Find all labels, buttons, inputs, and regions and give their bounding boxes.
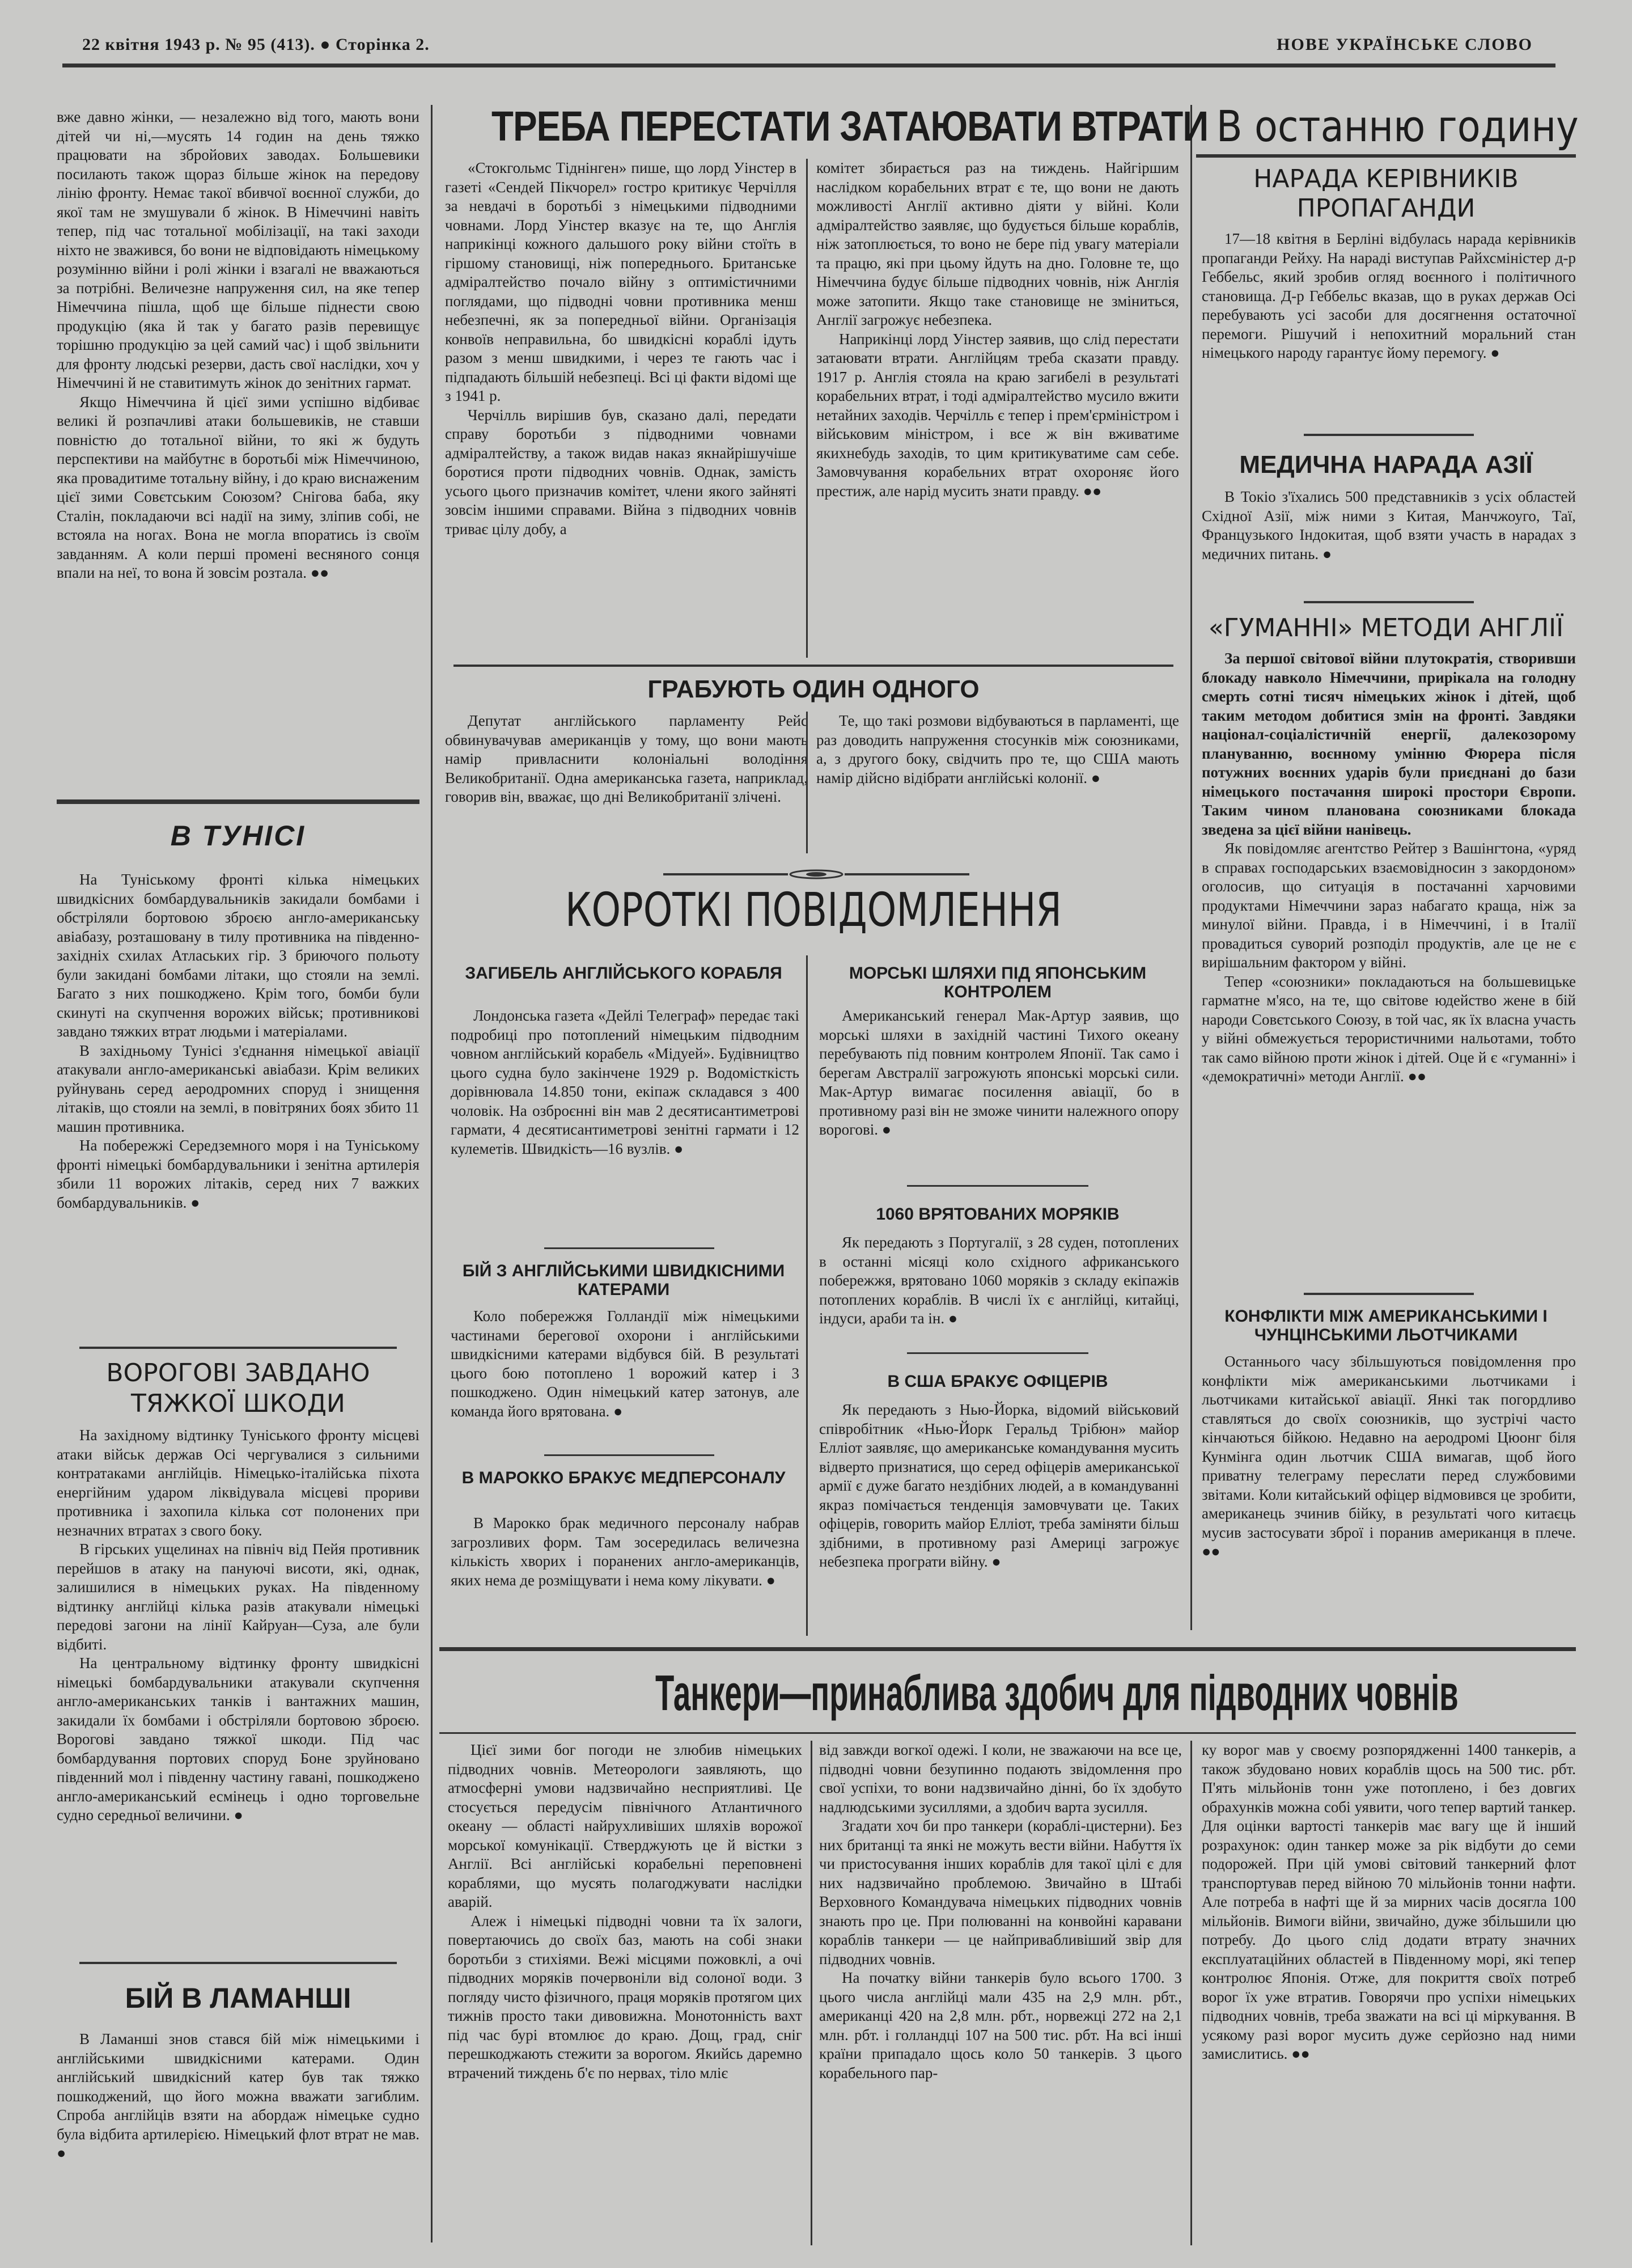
officers-title: В США БРАКУЄ ОФІЦЕРІВ xyxy=(887,1372,1108,1391)
issue-line: 22 квітня 1943 р. № 95 (413). ● Сторінка 2. xyxy=(82,35,430,54)
rob-col-rule xyxy=(806,712,808,853)
divider-propaganda xyxy=(1304,434,1474,436)
officers-article xyxy=(819,1400,1179,1572)
divider-left-2 xyxy=(79,1347,397,1349)
article-women xyxy=(57,108,419,583)
tankers-c2p1: від завжди вогкої одежі. І коли, не зважаючи на все це, підводні човни безупинно подають звідомлення про свої успіхи, то вони надзвичайно дінні, бо їх здобуто надлюдськими зусиллями, а здобич варта зусилля. xyxy=(819,1741,1182,1816)
tankers-rule-bottom xyxy=(439,1732,1576,1734)
sea-article xyxy=(819,1006,1179,1140)
last-hour-rule xyxy=(1196,154,1576,158)
tankers-col-3 xyxy=(1202,1741,1576,2064)
morocco-title: В МАРОККО БРАКУЄ МЕДПЕРСОНАЛУ xyxy=(461,1469,786,1487)
divider-asia xyxy=(1304,601,1474,603)
tankers-col-1 xyxy=(448,1741,802,2083)
article-lamanche xyxy=(57,2030,419,2163)
tankers-rule-1 xyxy=(811,1741,812,2245)
humane-p3: Тепер «союзники» покладаються на большевицьке гарматне м'ясо, на те, що світове юдейство жене в бій народи Совєтського Союзу, в той час, як їх власна участь у війні обмежується терористичними нальотами, тобто так само війною проти жінок і дітей. Оце й є «гуманні» і «демократичні» методи Англії. ●● xyxy=(1202,972,1576,1085)
divider-humane xyxy=(1304,1293,1474,1295)
divider-ship xyxy=(544,1247,714,1249)
boats-text: Коло побережжя Голландії між німецькими частинами берегової охорони і англійськими швидкісними катерами відбувся бій. В результаті цього бою потоплено 1 ворожий катер і 3 пошкоджено. Один німецький катер затонув, але команда його врятована. ● xyxy=(451,1308,799,1420)
asia-text: В Токіо з'їхались 500 представників з усіх областей Східної Азії, між ними з Китая, Манчжоуго, Таї, Французького Індокитая, щоб взяти участь в нарадах з медичних питань. ● xyxy=(1202,488,1576,562)
tankers-rule-top xyxy=(439,1647,1576,1651)
tankers-c2p2: Згадати хоч би про танкери (кораблі-цистерни). Без них британці та янкі не можуть вести війни. Набуття їх чи пристосування інших кораблів для такої цілі є для них надзвичайно проблемою. Звичайно в Штабі Верховного Командувача німецьких підводних човнів знають про це. При полюванні на конвойні каравани кораблів танкери — це найпривабливіший звір для підводних човнів. xyxy=(819,1817,1182,1967)
article-tunis-p2: В західньому Тунісі з'єднання німецької авіації атакували англо-американські авіабази. Крім великих руйнувань серед аеродромних споруд і знищення літаків, що стояли на землі, в повітряних боях збито 11 машин противника. xyxy=(57,1042,419,1135)
divider-sea xyxy=(907,1185,1088,1187)
divider-left-3 xyxy=(79,1962,397,1964)
tankers-c1p1: Цієї зими бог погоди не злюбив німецьких підводних човнів. Метеорологи заявляють, що атмосферні умови надзвичайно несприятливі. Це стосується передусім північного Атлантичного океану — області найрухливіших шляхів ворожої морської комунікації. Стверджують це й вістки з Англії. Всі англійські корабельні переповнені кораблями, що мусять полагоджувати наслідки аварій. xyxy=(448,1741,802,1910)
article-tunis-p3: На побережжі Середземного моря і на Туніському фронті німецькі бомбардувальники і зенітна артилерія збили 11 ворожих літаків, серед них 7 важких бомбардувальників. ● xyxy=(57,1137,419,1211)
propaganda-text: 17—18 квітня в Берліні відбулась нарада керівників пропаганди Рейху. На нараді виступав Райхсміністер д-р Геббельс, який зробив огляд воєнного і політичного становища. Д-р Геббельс вказав, що в руках держав Осі перебувають усі засоби для досягнення остаточної перемоги. Рішучий і непохитний моральний стан німецького народу гарантує йому перемогу. ● xyxy=(1202,230,1576,361)
tankers-c2p3: На початку війни танкерів було всього 1700. З цього числа англійці мали 435 на 2,9 млн. рбт., американці 420 на 2,8 млн. рбт., норвежці 272 на 2,1 млн. рбт. і голландці 107 на 500 тис. рбт. На всі інші країни припадало щось коло 50 танкерів. З цього корабельного пар- xyxy=(819,1969,1182,2081)
tunis-title: В ТУНІСІ xyxy=(170,820,306,852)
humane-title: «ГУМАННІ» МЕТОДИ АНГЛІЇ xyxy=(1208,613,1564,642)
boats-article xyxy=(451,1307,799,1421)
last-hour-title: В останню годину xyxy=(1216,101,1579,151)
asia-article xyxy=(1202,488,1576,564)
losses-title: ТРЕБА ПЕРЕСТАТИ ЗАТАЮВАТИ ВТРАТИ xyxy=(491,103,1209,150)
sailors-article xyxy=(819,1233,1179,1328)
header-rule xyxy=(62,64,1555,67)
divider-center-1 xyxy=(453,665,1173,667)
enemy-title: ВОРОГОВІ ЗАВДАНО ТЯЖКОЇ ШКОДИ xyxy=(106,1359,370,1418)
sailors-title: 1060 ВРЯТОВАНИХ МОРЯКІВ xyxy=(876,1205,1120,1224)
pilots-title: КОНФЛІКТИ МІЖ АМЕРИКАНСЬКИМИ І ЧУНЦІНСЬКИМИ ЛЬОТЧИКАМИ xyxy=(1224,1307,1548,1344)
losses-c1p2: Черчілль вирішив був, сказано далі, передати справу боротьби з підводними човнами адміралтейству, а також видав наказ якнайрішучіше боротися проти підводних човнів. Однак, замість усього цього призначив комітет, члени якого зайняті зовсім іншими справами. Війна з підводних човнів триває цілу добу, а xyxy=(445,406,796,538)
article-tunis xyxy=(57,870,419,1212)
propaganda-article xyxy=(1202,230,1576,363)
ship-title: ЗАГИБЕЛЬ АНГЛІЙСЬКОГО КОРАБЛЯ xyxy=(465,964,782,983)
morocco-article xyxy=(451,1514,799,1590)
article-enemy-p1: На західному відтинку Туніського фронту місцеві атаки військ держав Осі чергувалися з сильними контратаками англійців. Німецько-італійська піхота енергійним ударом ліквідувала місцеві прориви противника і захопила кілька сот полонених при незначних втратах з свого боку. xyxy=(57,1427,419,1539)
morocco-text: В Марокко брак медичного персоналу набрав загрозливих форм. Там зосередилась величезна кількість хворих і поранених англо-американців, яких нема де розміщувати і нема кому лікувати. ● xyxy=(451,1514,799,1589)
tankers-rule-2 xyxy=(1190,1741,1192,2245)
rob-col-2 xyxy=(816,712,1179,788)
rob-c1: Депутат англійського парламенту Рейс обвинувачував американців у тому, що вони мають намір привласнити колоніальні володіння Великобританії. Одна американська газета, наприклад, говорив він, вважає, що дні Великобританії злічені. xyxy=(445,712,808,805)
article-enemy xyxy=(57,1426,419,1825)
divider-left-1 xyxy=(57,799,419,804)
sea-title: МОРСЬКІ ШЛЯХИ ПІД ЯПОНСЬКИМ КОНТРОЛЕМ xyxy=(849,964,1147,1001)
pilots-article xyxy=(1202,1352,1576,1562)
article-women-p2: Якщо Німеччина й цієї зими успішно відбиває великі й розпачливі атаки большевиків, не ставши повністю до тотальної війни, то які ж будуть перспективи на майбутнє в боротьбі між Німеччиною, яка провадитиме тотальну війну, і до краю виснаженим цієї зими Совєтським Союзом? Снігова баба, яку Сталін, покладаючи всі надії на зиму, зліпив собі, не встояла на ногах. Вона не могла впоратись із своїм завданням. А коли перші промені весняного сонця впали на неї, то вона й зовсім розтала. ●● xyxy=(57,393,419,581)
humane-p1: За першої світової війни плутократія, створивши блокаду навколо Німеччини, прирікала на голодну смерть сотні тисяч німецьких жінок і дітей, щоб таким методом добитися змін на фронті. Завдяки націонал-соціалістичній енергії, далекозорому плануванню, воєнному умінню Фюрера після потужних воєнних ударів були приєднані до бази німецького постачання широкі простори Європи. Таким чином планована союзниками блокада зведена за цієї війни нанівець. xyxy=(1202,650,1576,838)
lamanche-title: БІЙ В ЛАМАНШІ xyxy=(125,1982,351,2014)
divider-boats xyxy=(544,1454,714,1456)
sailors-text: Як передають з Португалії, з 28 суден, потоплених в останні місяці коло східного африканського побережжя, врятовано 1060 моряків з складу екіпажів потоплених кораблів. В числі їх є англійці, китайці, індуси, араби та ін. ● xyxy=(819,1234,1179,1327)
column-rule-left xyxy=(431,105,433,2242)
asia-title: МЕДИЧНА НАРАДА АЗІЇ xyxy=(1239,451,1533,479)
boats-title: БІЙ З АНГЛІЙСЬКИМИ ШВИДКІСНИМИ КАТЕРАМИ xyxy=(462,1262,785,1299)
rob-c2: Те, що такі розмови відбуваються в парламенті, ще раз доводить напруження стосунків між союзниками, а, з другого боку, свідчить про те, що США мають намір дійсно відібрати англійські колонії. ● xyxy=(816,712,1179,786)
article-enemy-p2: В гірських ущелинах на північ від Пейя противник перейшов в атаку на пануючі висоти, які, однак, залишилися в німецьких руках. На південному відтинку англійці кілька разів атакували німецькі передові загони на лінії Кайруан—Суза, але були відбиті. xyxy=(57,1541,419,1653)
column-rule-right xyxy=(1190,105,1192,1630)
article-enemy-p3: На центральному відтинку фронту швидкісні німецькі бомбардувальники атакували скупчення англо-американських танків і вантажних машин, закидали їх бомбами і обстріляли бортовою зброєю. Ворогові завдано тяжкої шкоди. Під час бомбардування портових споруд Боне зруйновано південний мол і південну частину гавані, пошкоджено англо-американський есмінець і одно торговельне судно середньої величини. ● xyxy=(57,1655,419,1823)
ship-article xyxy=(451,1006,799,1158)
losses-c2p1: комітет збирається раз на тиждень. Найгіршим наслідком корабельних втрат є те, що вони не дають можливості Англії активно діяти у війні. Коли адміралтейство заявляє, що будується більше кораблів, ніж затоплюється, то воно не бере під увагу матеріали та працю, які при цьому йдуть на дно. Головне те, що Німеччина будує більше підводних човнів, ніж Англія може затопити. Якщо таке становище не зміниться, Англії загрожує небезпека. xyxy=(816,159,1179,328)
tankers-c3p1: ку ворог мав у своєму розпорядженні 1400 танкерів, а також збудовано нових кораблів щось на 500 тис. рбт. П'ять мільйонів тонн уже потоплено, і без довгих обрахунків можна собі уявити, чого тепер вартий танкер. Для оцінки вартості танкерів має вагу ще й інший розрахунок: один танкер може за рік відбути до семи подорожей. При цій умові світовий танкерний флот транспортував перед війною 70 мільйонів тонни нафти. Але потреба в нафті ще й за мирних часів досягла 100 мільйонів. Вимоги війни, звичайно, дуже збільшили цю потребу. До цього слід додати втрату значних експлуатаційних областей в Південному морі, які тепер контролює Японія. Отже, для покриття своїх потреб ворог їх уже втратив. Говорячи про успіхи німецьких підводних човнів, треба зважати на всі ці міркування. В усякому разі ворог мусить дуже серйозно над ними замислитись. ●● xyxy=(1202,1741,1576,2062)
article-tunis-p1: На Туніському фронті кілька німецьких швидкісних бомбардувальників закидали бомбами і обстріляли бортовою зброєю англо-американську авіабазу, розташовану в тилу противника на південно-західніх схилах Атлаських гір. З бриючого польоту були закидані бомбами літаки, що стояли на землі. Багато з них пошкоджено. Крім того, бомби були скинуті на скупчення ворожих військ; противникові завдано тяжких втрат людьми і матеріалами. xyxy=(57,871,419,1040)
article-women-p1: вже давно жінки, — незалежно від того, мають вони дітей чи ні,—мусять 14 годин на день тяжко працювати на збройових заводах. Большевики посилають також щораз більше жінок на передову лінію фронту. Немає такої вбивчої воєнної служби, до якої там не змушували б жінок. В Німеччині навіть тепер, під час тотальної мобілізації, на такі заходи ніхто не зважився, бо вони не відповідають німецькому розумінню війни і ролі жінки і взагалі не вважаються за потрібні. Величезне напруження сил, на яке тепер Німеччина пішла, щоб ще більше піднести свою продукцію (яка й так у багато разів перевищує торішню продукцію за цей самий час) і щоб звільнити для фронту людські резерви, дасть свої наслідки, хоч у Німеччині й не ставитимуть жінок до зенітних гармат. xyxy=(57,108,419,391)
losses-c1p1: «Стокгольмс Тіднінген» пише, що лорд Уінстер в газеті «Сендей Пікчорел» гостро критикує Черчілля за невдачі в боротьбі з німецькими підводними човнами. Лорд Уінстер вказує на те, що Англія наприкінці кожного дальшого року війни стоїть в гіршому становищі, ніж попереднього. Британське адміралтейство почало війну з оптимістичними поглядами, що підводні човни противника менш небезпечні, як за попередньої війни. Організація конвоїв неправильна, бо швидкісні кораблі ідуть разом з менш швидкими, і через те гають час і підпадають більшій небезпеці. Всі ці факти відомі ще з 1941 р. xyxy=(445,159,796,404)
propaganda-title: НАРАДА КЕРІВНИКІВ ПРОПАГАНДИ xyxy=(1253,164,1519,223)
ornament-divider xyxy=(663,869,969,880)
short-news-col-rule xyxy=(806,955,808,1636)
ship-text: Лондонська газета «Дейлі Телеграф» передає такі подробиці про потоплений німецьким підводним човном англійський корабель «Мідуей». Будівництво цього судна було закінчене 1929 р. Водомісткість дорівнювала 14.850 тони, екіпаж складався з 400 чоловік. На озброєнні він мав 2 десятисантиметрові гармати, 4 десятисантиметрові зенітні гармати і 12 кулеметів. Швидкість—16 вузлів. ● xyxy=(451,1007,799,1157)
article-lamanche-p1: В Ламанші знов стався бій між німецькими і англійськими швидкісними катерами. Один англійський швидкісний катер був так тяжко пошкоджений, що його можна вважати загиблим. Спроба англійців взяти на абордаж німецьке судно була відбита артилерією. Німецький флот втрат не мав. ● xyxy=(57,2030,419,2161)
losses-col-1 xyxy=(445,159,796,539)
tankers-col-2 xyxy=(819,1741,1182,2083)
pilots-text: Останнього часу збільшуються повідомлення про конфлікти між американськими льотчиками і льотчиками китайської авіації. Янкі так погордливо ставляться до своїх союзників, що зустрічі часто кінчаються бійкою. Недавно на аеродромі Цюонг біля Кунмінга один льотчик США вимагав, щоб його приватну телеграму переслати перед службовими звітами. Коли китайський офіцер відмовився це зробити, американець зчинив бійку, в результаті чого китаєць мусив застосувати зброї і поранив американця в плече. ●● xyxy=(1202,1353,1576,1560)
masthead: НОВЕ УКРАЇНСЬКЕ СЛОВО xyxy=(1277,35,1533,54)
tankers-c1p2: Алеж і німецькі підводні човни та їх залоги, повертаючись до своїх баз, мають на собі знаки боротьби з стихіями. Вежі місцями пожовклі, а очі підводних моряків почервоніли від солоної води. З погляду чисто фізичного, праця моряків протягом цих тижнів просто таки дивовижна. Монотонність вахт під час бурі втомлює до краю. Дощ, град, сніг перешкоджають стежити за ворогом. Якийсь даремно втрачений тиждень б'є по нервах, тіло мліє xyxy=(448,1912,802,2081)
humane-p2: Як повідомляє агентство Рейтер з Вашінгтона, «уряд в справах господарських взаємовідносин з закордоном» оголосив, що ситуація в постачанні харчовими продуктами Німеччини зараз набагато краща, ніж за минулої війни. Правда, і в Німеччині, і в Італії провадиться суворий розподіл продуктів, але це не є вирішальним фактором у війні. xyxy=(1202,840,1576,971)
humane-article xyxy=(1202,649,1576,1086)
rob-col-1 xyxy=(445,712,808,807)
losses-col-2 xyxy=(816,159,1179,501)
divider-sailors xyxy=(907,1352,1088,1354)
losses-c2p2: Наприкінці лорд Уінстер заявив, що слід перестати затаювати втрати. Англійцям треба сказати правду. 1917 р. Англія стояла на краю загибелі в результаті корабельних втрат, і тоді адміралтейство мусило вжити нетайних заходів. Черчілль є тепер і прем'єрміністром і військовим міністром, і все ж він вживатиме якихнебудь заходів, то цим критикуватиме сам себе. Замовчування корабельних втрат охороняє його престиж, але нарід мусить знати правду. ●● xyxy=(816,330,1179,500)
rob-title: ГРАБУЮТЬ ОДИН ОДНОГО xyxy=(647,675,980,703)
losses-col-rule xyxy=(806,159,808,658)
sea-text: Американський генерал Мак-Артур заявив, що морські шляхи в західній частині Тихого океану перебувають під повним контролем Японії. Так само і берегам Австралії загрожують японські морські сили. Мак-Артур вимагає посилення авіації, бо в противному разі він не зможе чинити належного опору ворогові. ● xyxy=(819,1007,1179,1138)
short-news-title: КОРОТКІ ПОВІДОМЛЕННЯ xyxy=(565,883,1062,937)
tankers-title: Танкери—принаблива здобич для підводних човнів xyxy=(655,1665,1459,1721)
officers-text: Як передають з Нью-Йорка, відомий військовий співробітник «Нью-Йорк Геральд Трібюн» майор Елліот заявляє, що американське командування мусить відверто признатися, що серед офіцерів американської армії є дуже багато нездібних людей, а в командуванні якраз помічається тенденція замовчувати це. Таких офіцерів, говорить майор Елліот, треба заміняти більш здібними, в противному разі Америці загрожує небезпека програти війну. ● xyxy=(819,1401,1179,1570)
